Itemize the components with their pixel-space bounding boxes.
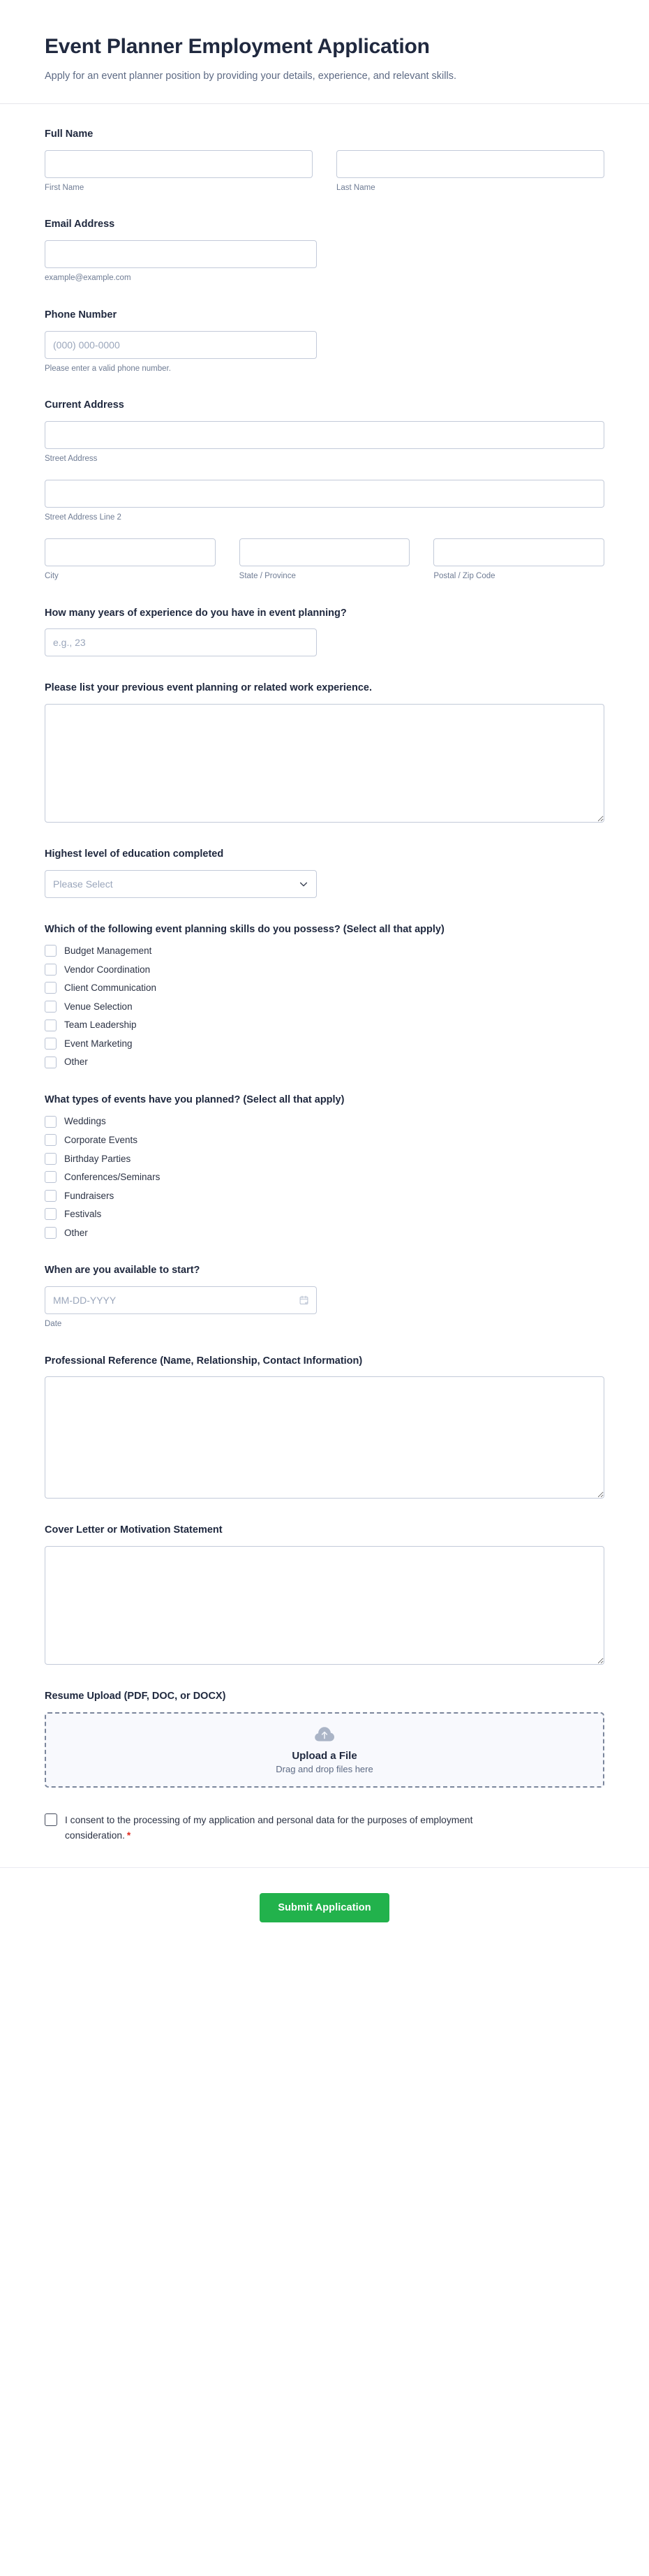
field-phone [45,309,604,374]
phone-input-wrap [45,331,317,374]
checkbox-label: Vendor Coordination [64,964,151,975]
education-selected-value: Please Select [45,870,317,898]
zip-sublabel: Postal / Zip Code [433,571,495,580]
checkbox-item[interactable] [45,1208,604,1221]
last-name-sublabel: Last Name [336,183,375,192]
skills-checkbox-group [45,945,604,1068]
resume-upload-label: Resume Upload (PDF, DOC, or DOCX) [45,1690,226,1702]
street-address-wrap [45,421,604,464]
field-address [45,399,604,581]
years-experience-wrap [45,628,317,656]
address-label: Current Address [45,399,124,411]
field-consent [45,1813,604,1843]
full-name-row [45,150,604,193]
checkbox-box[interactable] [45,1153,57,1165]
available-date-wrap [45,1286,317,1314]
checkbox-label: Venue Selection [64,1001,133,1012]
phone-sublabel: Please enter a valid phone number. [45,364,171,373]
available-date-label: When are you available to start? [45,1265,200,1276]
city-state-zip-row [45,538,604,582]
page-title: Event Planner Employment Application [45,35,430,58]
last-name-input[interactable] [336,150,604,178]
checkbox-label: Conferences/Seminars [64,1172,161,1183]
form-footer [0,1868,649,1962]
checkbox-box[interactable] [45,1020,57,1031]
checkbox-box[interactable] [45,964,57,976]
checkbox-box[interactable] [45,1116,57,1128]
checkbox-item[interactable] [45,1171,604,1184]
street-address-sublabel: Street Address [45,455,98,464]
form-header [0,0,649,103]
checkbox-label: Festivals [64,1209,102,1220]
previous-experience-label: Please list your previous event planning or related work experience. [45,682,372,694]
checkbox-label: Client Communication [64,982,157,994]
years-experience-input[interactable] [45,628,317,656]
checkbox-box[interactable] [45,1190,57,1202]
checkbox-label: Corporate Events [64,1135,138,1146]
field-event-types [45,1094,604,1239]
consent-text-body: I consent to the processing of my application and personal data for the purposes of employment consideration. [65,1814,473,1841]
checkbox-box[interactable] [45,1171,57,1183]
field-education [45,848,604,898]
phone-label: Phone Number [45,309,117,321]
consent-row[interactable] [45,1813,604,1843]
city-sublabel: City [45,571,59,580]
checkbox-box[interactable] [45,1057,57,1068]
checkbox-box[interactable] [45,1208,57,1220]
checkbox-label: Weddings [64,1116,106,1127]
checkbox-label: Event Marketing [64,1038,133,1049]
email-label: Email Address [45,219,115,230]
field-previous-experience [45,682,604,823]
checkbox-item[interactable] [45,1001,604,1013]
reference-label: Professional Reference (Name, Relationship, Contact Information) [45,1355,363,1367]
file-dropzone[interactable] [45,1712,604,1788]
event-types-checkbox-group [45,1115,604,1239]
previous-experience-textarea[interactable] [45,704,604,823]
state-sublabel: State / Province [239,571,296,580]
checkbox-item[interactable] [45,1153,604,1165]
form-body [0,104,649,1843]
cover-letter-label: Cover Letter or Motivation Statement [45,1524,223,1536]
checkbox-box[interactable] [45,1038,57,1050]
consent-checkbox[interactable] [45,1813,57,1826]
available-date-input[interactable] [45,1286,317,1314]
upload-cloud-icon [313,1725,336,1744]
skills-label: Which of the following event planning skills do you possess? (Select all that apply) [45,923,445,935]
education-label: Highest level of education completed [45,848,224,860]
state-input[interactable] [239,538,410,566]
first-name-input[interactable] [45,150,313,178]
checkbox-label: Other [64,1057,88,1068]
cover-letter-textarea[interactable] [45,1546,604,1665]
checkbox-item[interactable] [45,1134,604,1147]
state-col [239,538,410,582]
street-address-2-input[interactable] [45,480,604,508]
field-years-experience [45,607,604,657]
field-email [45,218,604,284]
phone-input[interactable] [45,331,317,359]
checkbox-item[interactable] [45,1019,604,1031]
event-types-label: What types of events have you planned? (Select all that apply) [45,1094,345,1105]
submit-application-button[interactable]: Submit Application [260,1893,389,1922]
field-cover-letter [45,1524,604,1665]
page-subtitle: Apply for an event planner position by providing your details, experience, and relevant skills. [45,70,457,82]
city-input[interactable] [45,538,216,566]
checkbox-label: Team Leadership [64,1020,137,1031]
field-full-name [45,128,604,193]
checkbox-item[interactable] [45,964,604,976]
checkbox-box[interactable] [45,1227,57,1239]
checkbox-item[interactable] [45,945,604,957]
available-date-sublabel: Date [45,1319,62,1328]
checkbox-box[interactable] [45,982,57,994]
first-name-sublabel: First Name [45,183,84,192]
checkbox-box[interactable] [45,1134,57,1146]
field-resume-upload [45,1690,604,1788]
street-address-2-wrap [45,480,604,523]
field-available-date [45,1264,604,1330]
checkbox-item[interactable] [45,1056,604,1068]
consent-text [65,1813,525,1843]
checkbox-label: Birthday Parties [64,1153,131,1164]
checkbox-item[interactable] [45,982,604,994]
street-address-input[interactable] [45,421,604,449]
checkbox-item[interactable] [45,1038,604,1050]
calendar-icon[interactable] [299,1295,309,1305]
checkbox-box[interactable] [45,1001,57,1013]
field-skills [45,923,604,1068]
education-select[interactable] [45,870,317,898]
required-asterisk: * [126,1830,131,1841]
upload-hint: Drag and drop files here [276,1764,373,1774]
checkbox-label: Other [64,1227,88,1238]
city-col [45,538,216,582]
email-input[interactable] [45,240,317,268]
years-experience-label: How many years of experience do you have in event planning? [45,607,347,619]
checkbox-item[interactable] [45,1227,604,1239]
email-sublabel: example@example.com [45,274,131,283]
checkbox-label: Budget Management [64,945,152,957]
zip-col [433,538,604,582]
checkbox-item[interactable] [45,1190,604,1202]
last-name-col [336,150,604,193]
first-name-col [45,150,313,193]
street-address-2-sublabel: Street Address Line 2 [45,513,121,522]
full-name-label: Full Name [45,128,94,140]
field-reference [45,1355,604,1499]
upload-title: Upload a File [292,1750,357,1762]
reference-textarea[interactable] [45,1376,604,1499]
checkbox-item[interactable] [45,1115,604,1128]
email-input-wrap [45,240,317,284]
checkbox-label: Fundraisers [64,1190,114,1201]
checkbox-box[interactable] [45,945,57,957]
zip-input[interactable] [433,538,604,566]
